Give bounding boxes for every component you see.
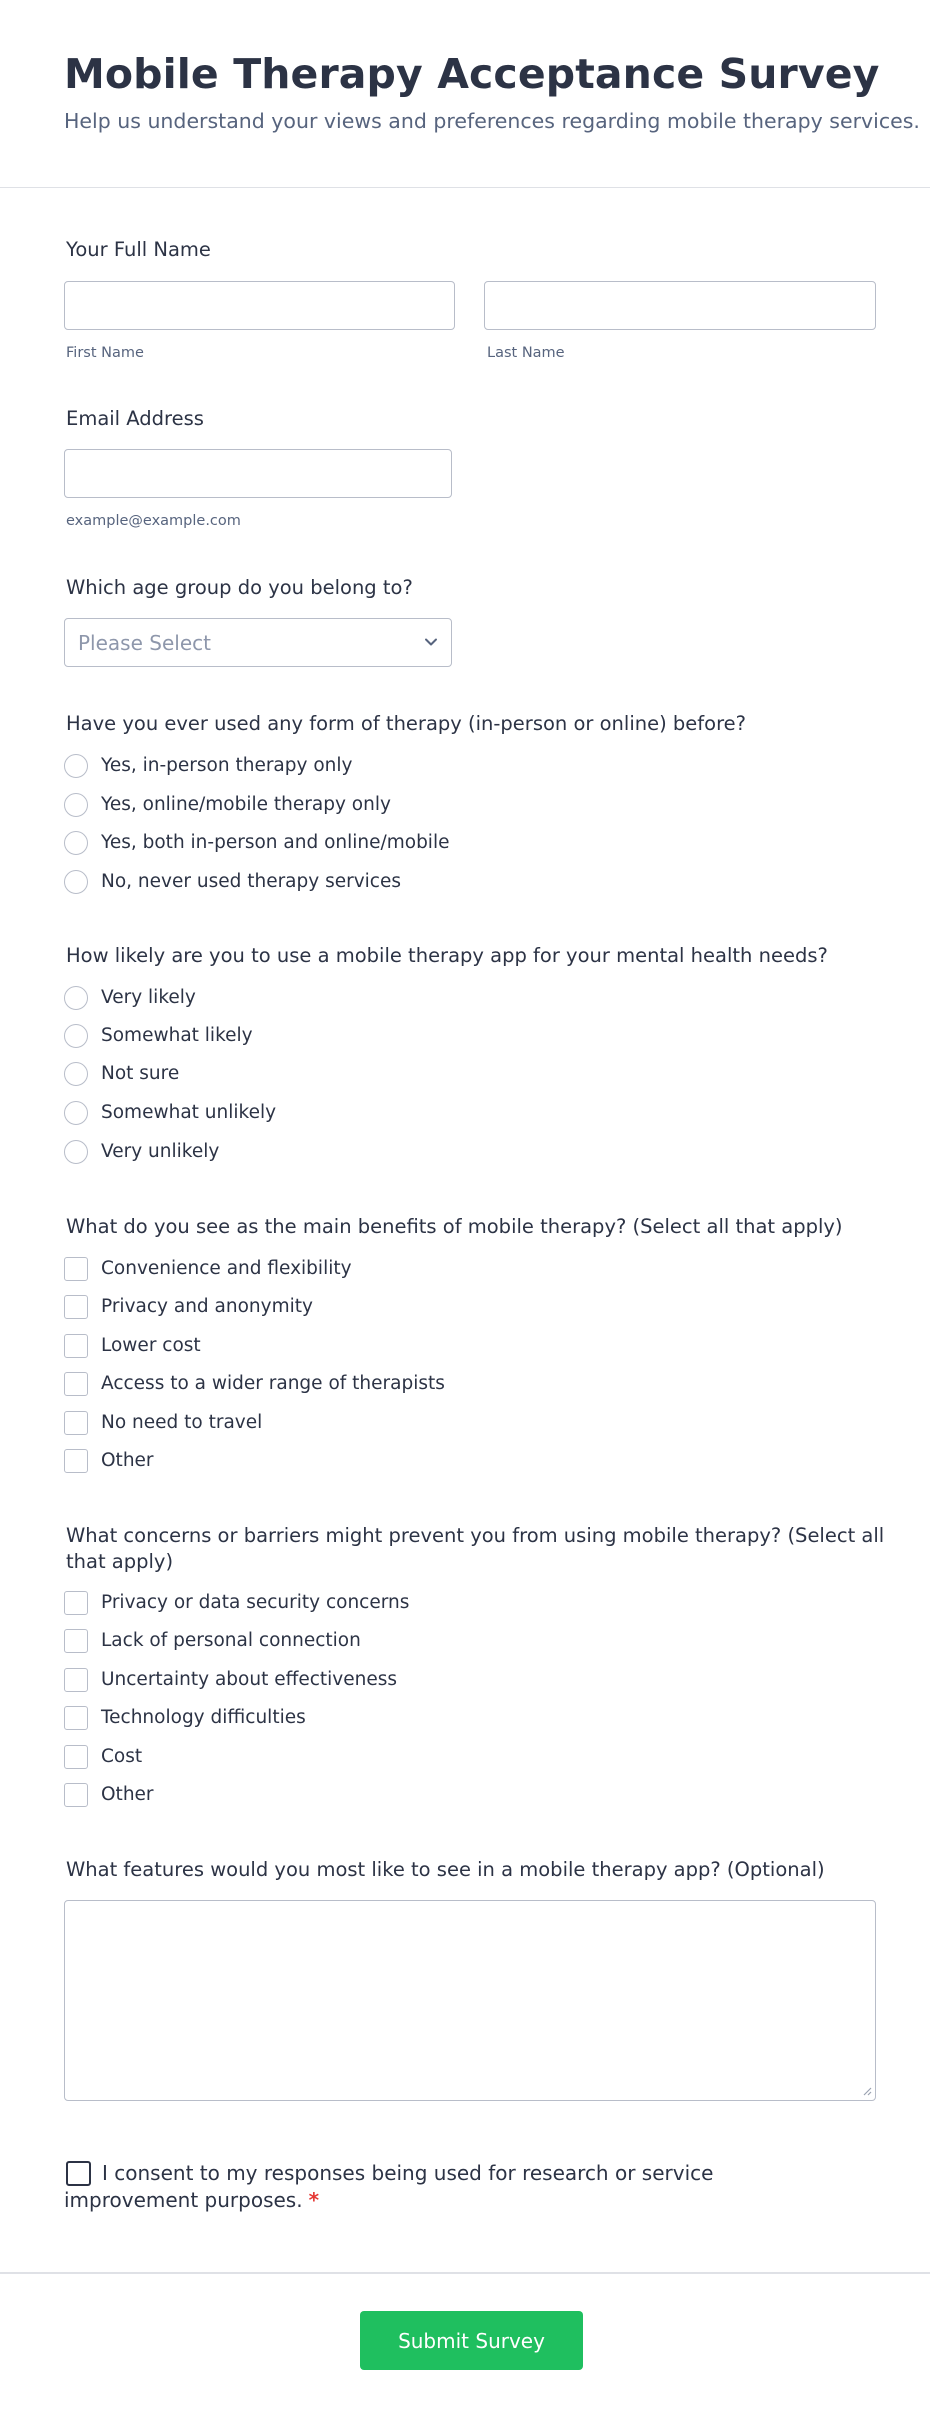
option-label: Other (101, 1450, 154, 1471)
checkbox[interactable] (64, 1257, 88, 1281)
concerns-option[interactable] (64, 1705, 764, 1731)
email-input[interactable] (64, 449, 452, 498)
option-label: Yes, both in-person and online/mobile (101, 832, 450, 853)
option-label: Access to a wider range of therapists (101, 1373, 445, 1394)
therapy-history-option[interactable] (64, 792, 764, 818)
page-title: Mobile Therapy Acceptance Survey (64, 50, 880, 98)
submit-survey-button[interactable]: Submit Survey (360, 2311, 583, 2370)
option-label: Lower cost (101, 1335, 201, 1356)
page-subtitle: Help us understand your views and preferences regarding mobile therapy services. (64, 109, 920, 133)
checkbox[interactable] (64, 1668, 88, 1692)
option-label: Technology difficulties (101, 1707, 306, 1728)
age-group-selected-value: Please Select (78, 631, 211, 655)
option-label: No, never used therapy services (101, 871, 401, 892)
checkbox[interactable] (64, 1629, 88, 1653)
radio-button[interactable] (64, 870, 88, 894)
therapy-history-option[interactable] (64, 830, 764, 856)
radio-button[interactable] (64, 831, 88, 855)
benefits-option[interactable] (64, 1256, 764, 1282)
radio-button[interactable] (64, 1140, 88, 1164)
likelihood-option[interactable] (64, 1100, 764, 1126)
consent-text-line1: I consent to my responses being used for research or service (102, 2161, 714, 2185)
likelihood-option[interactable] (64, 1023, 764, 1049)
checkbox[interactable] (64, 1295, 88, 1319)
features-label: What features would you most like to see in a mobile therapy app? (Optional) (66, 1858, 825, 1881)
option-label: Privacy and anonymity (101, 1296, 313, 1317)
checkbox[interactable] (64, 1591, 88, 1615)
radio-button[interactable] (64, 986, 88, 1010)
option-label: Privacy or data security concerns (101, 1592, 410, 1613)
likelihood-option[interactable] (64, 1061, 764, 1087)
last-name-input[interactable] (484, 281, 876, 330)
option-label: Cost (101, 1746, 143, 1767)
features-textarea[interactable] (64, 1900, 876, 2101)
concerns-label: What concerns or barriers might prevent you from using mobile therapy? (Select all that apply) (66, 1524, 885, 1573)
first-name-sublabel: First Name (66, 345, 144, 361)
radio-button[interactable] (64, 1101, 88, 1125)
radio-button[interactable] (64, 754, 88, 778)
therapy-history-option[interactable] (64, 869, 764, 895)
required-indicator: * (308, 2188, 320, 2212)
form-header (0, 0, 930, 188)
consent-text-line2 (64, 2188, 319, 2212)
benefits-option[interactable] (64, 1410, 764, 1436)
option-label: Uncertainty about effectiveness (101, 1669, 398, 1690)
checkbox[interactable] (64, 1372, 88, 1396)
checkbox[interactable] (64, 1706, 88, 1730)
checkbox[interactable] (64, 1783, 88, 1807)
concerns-option[interactable] (64, 1667, 764, 1693)
email-label: Email Address (66, 407, 204, 430)
option-label: Very unlikely (101, 1141, 220, 1162)
therapy-history-label: Have you ever used any form of therapy (in-person or online) before? (66, 712, 747, 735)
checkbox[interactable] (64, 1449, 88, 1473)
checkbox[interactable] (64, 1411, 88, 1435)
option-label: Other (101, 1784, 154, 1805)
last-name-sublabel: Last Name (487, 345, 565, 361)
consent-text-end: improvement purposes. (64, 2188, 303, 2212)
benefits-label: What do you see as the main benefits of mobile therapy? (Select all that apply) (66, 1215, 843, 1238)
consent-checkbox[interactable] (66, 2161, 91, 2186)
option-label: No need to travel (101, 1412, 263, 1433)
option-label: Somewhat likely (101, 1025, 253, 1046)
radio-button[interactable] (64, 1024, 88, 1048)
email-sublabel: example@example.com (66, 513, 241, 529)
likelihood-label: How likely are you to use a mobile therapy app for your mental health needs? (66, 944, 828, 967)
footer-divider (0, 2272, 930, 2274)
concerns-option[interactable] (64, 1744, 764, 1770)
option-label: Not sure (101, 1063, 180, 1084)
likelihood-option[interactable] (64, 1139, 764, 1165)
radio-button[interactable] (64, 1062, 88, 1086)
benefits-option[interactable] (64, 1333, 764, 1359)
concerns-option[interactable] (64, 1628, 764, 1654)
first-name-input[interactable] (64, 281, 455, 330)
option-label: Very likely (101, 987, 196, 1008)
likelihood-option[interactable] (64, 985, 764, 1011)
option-label: Yes, in-person therapy only (101, 755, 353, 776)
option-label: Lack of personal connection (101, 1630, 361, 1651)
concerns-option[interactable] (64, 1782, 764, 1808)
resize-grip-icon[interactable] (862, 2086, 872, 2096)
checkbox[interactable] (64, 1334, 88, 1358)
therapy-history-option[interactable] (64, 753, 764, 779)
full-name-label: Your Full Name (66, 238, 211, 261)
age-group-select[interactable] (64, 618, 452, 667)
age-group-label: Which age group do you belong to? (66, 576, 413, 599)
benefits-option[interactable] (64, 1294, 764, 1320)
chevron-down-icon (423, 634, 439, 650)
concerns-option[interactable] (64, 1590, 764, 1616)
radio-button[interactable] (64, 793, 88, 817)
benefits-option[interactable] (64, 1448, 764, 1474)
option-label: Somewhat unlikely (101, 1102, 277, 1123)
benefits-option[interactable] (64, 1371, 764, 1397)
option-label: Yes, online/mobile therapy only (101, 794, 391, 815)
option-label: Convenience and flexibility (101, 1258, 352, 1279)
checkbox[interactable] (64, 1745, 88, 1769)
